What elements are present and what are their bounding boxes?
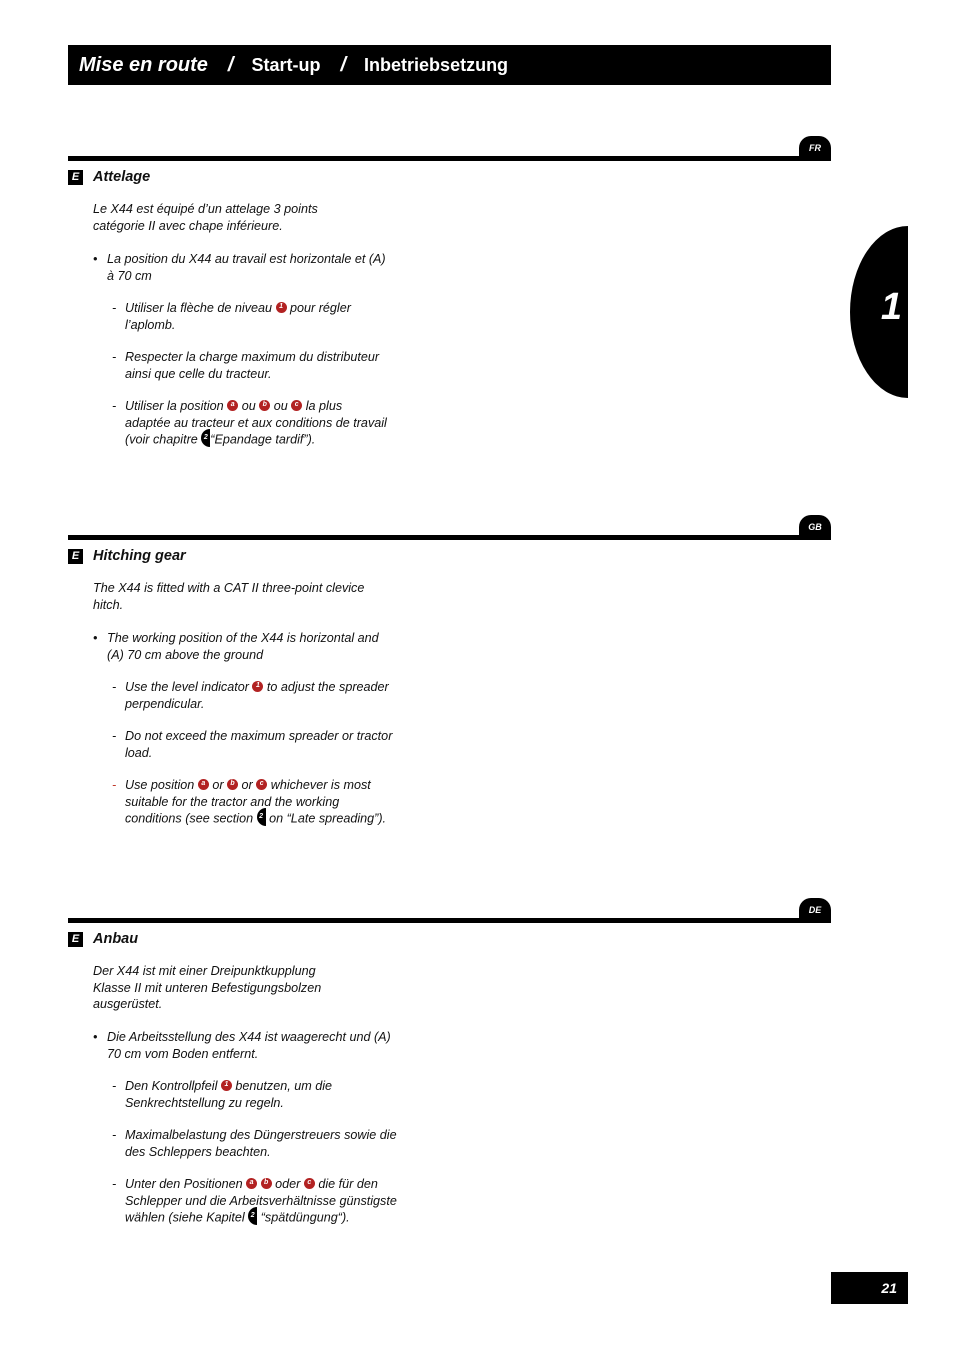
page-number: 21 (831, 1272, 908, 1304)
dash-item (112, 777, 425, 828)
chapter-2-icon: 2 (201, 429, 210, 447)
text-span: Utiliser la position (125, 399, 224, 413)
header-bar (68, 45, 831, 85)
section-letter-box: E (68, 549, 83, 564)
bullet-item (93, 251, 437, 284)
bullet-mark: • (93, 1030, 98, 1044)
section-title-text: Hitching gear (93, 548, 186, 564)
position-a-icon: a (246, 1178, 257, 1189)
chapter-2-icon: 2 (257, 808, 266, 826)
chapter-tab-number: 1 (880, 286, 902, 328)
position-a-icon: a (227, 400, 238, 411)
dash-item (112, 728, 425, 761)
level-indicator-icon: 1 (276, 302, 287, 313)
section-title-text: Anbau (93, 931, 139, 947)
section-title-fr (68, 169, 150, 185)
text-span: oder (275, 1177, 301, 1191)
section-rule (68, 535, 831, 540)
text-line: l’aplomb. (125, 317, 176, 332)
position-c-icon: c (291, 400, 302, 411)
text-span: Use position (125, 778, 195, 792)
text-line: Le X44 est équipé d’un attelage 3 points (93, 202, 318, 216)
text-span: “Epandage tardif”). (210, 432, 316, 447)
dash-mark: - (112, 1177, 117, 1191)
header-separator: / (227, 53, 234, 76)
intro-paragraph (93, 963, 433, 1013)
text-line: La position du X44 au travail est horizontale et (A) (107, 252, 386, 266)
dash-mark: - (112, 1079, 117, 1093)
text-span: ou (241, 399, 256, 413)
position-a-icon: a (198, 779, 209, 790)
dash-item (112, 1127, 425, 1160)
text-line: Respecter la charge maximum du distributeur (125, 350, 380, 364)
text-line: Maximalbelastung des Düngerstreuers sowie die (125, 1128, 397, 1142)
text-span: conditions (see section (125, 811, 254, 826)
lang-badge-fr: FR (799, 136, 831, 160)
header-title-gb: Start-up (251, 54, 321, 75)
section-rule (68, 918, 831, 923)
text-line: Der X44 ist mit einer Dreipunktkupplung (93, 964, 316, 978)
dash-mark: - (112, 680, 117, 694)
text-line: Schlepper und die Arbeitsverhältnisse günstigste (125, 1193, 397, 1208)
text-line: 70 cm vom Boden entfernt. (107, 1046, 259, 1061)
text-line: load. (125, 745, 153, 760)
level-indicator-icon: 1 (221, 1080, 232, 1091)
text-span: ou (273, 399, 288, 413)
level-indicator-icon: 1 (252, 681, 263, 692)
header-title-fr: Mise en route (79, 53, 208, 76)
text-line: Senkrechtstellung zu regeln. (125, 1095, 284, 1110)
lang-badge-gb: GB (799, 515, 831, 539)
text-span: to adjust the spreader (266, 680, 389, 694)
text-span: benutzen, um die (235, 1079, 333, 1093)
position-b-icon: b (261, 1178, 272, 1189)
dash-mark: - (112, 1128, 117, 1142)
dash-mark: - (112, 301, 117, 315)
text-span: die für den (318, 1177, 378, 1191)
text-line: perpendicular. (125, 696, 205, 711)
text-line: ainsi que celle du tracteur. (125, 366, 272, 381)
text-line: Die Arbeitsstellung des X44 ist waagerecht und (A) (107, 1030, 391, 1044)
text-line: (A) 70 cm above the ground (107, 647, 264, 662)
bullet-item (93, 630, 437, 663)
intro-paragraph (93, 580, 433, 613)
text-span: “spätdüngung“). (260, 1210, 350, 1225)
text-span: wählen (siehe Kapitel (125, 1210, 245, 1225)
lang-badge-de: DE (799, 898, 831, 922)
section-letter-box: E (68, 170, 83, 185)
text-line: The X44 is fitted with a CAT II three-point clevice (93, 581, 365, 595)
text-span: Utiliser la flèche de niveau (125, 301, 273, 315)
bullet-item (93, 1029, 437, 1062)
text-span: or (241, 778, 253, 792)
header-separator: / (340, 53, 347, 76)
dash-mark: - (112, 399, 117, 413)
section-letter-box: E (68, 932, 83, 947)
dash-item (112, 398, 425, 449)
text-span: pour régler (290, 301, 351, 315)
text-line: ausgerüstet. (93, 997, 163, 1011)
text-span: on “Late spreading”). (269, 811, 387, 826)
text-span: Den Kontrollpfeil (125, 1079, 218, 1093)
dash-mark: - (112, 350, 117, 364)
text-line: Do not exceed the maximum spreader or tractor (125, 729, 393, 743)
position-c-icon: c (256, 779, 267, 790)
section-rule (68, 156, 831, 161)
text-span: or (212, 778, 224, 792)
position-c-icon: c (304, 1178, 315, 1189)
dash-mark: - (112, 778, 117, 792)
dash-item (112, 349, 425, 382)
text-line: Klasse II mit unteren Befestigungsbolzen (93, 980, 322, 995)
dash-mark: - (112, 729, 117, 743)
text-line: suitable for the tractor and the working (125, 794, 340, 809)
dash-item (112, 679, 425, 712)
text-line: à 70 cm (107, 268, 152, 283)
text-span: Use the level indicator (125, 680, 249, 694)
dash-item (112, 1176, 425, 1227)
section-title-text: Attelage (93, 169, 151, 185)
section-title-de (68, 931, 138, 947)
text-line: The working position of the X44 is horizontal and (107, 631, 379, 645)
text-line: catégorie II avec chape inférieure. (93, 218, 283, 233)
section-title-gb (68, 548, 186, 564)
text-line: adaptée au tracteur et aux conditions de travail (125, 415, 387, 430)
bullet-mark: • (93, 631, 98, 645)
bullet-mark: • (93, 252, 98, 266)
text-span: (voir chapitre (125, 432, 198, 447)
text-span: la plus (305, 399, 343, 413)
dash-item (112, 1078, 425, 1111)
text-span: Unter den Positionen (125, 1177, 243, 1191)
dash-item (112, 300, 425, 333)
chapter-2-icon: 2 (248, 1207, 257, 1225)
position-b-icon: b (259, 400, 270, 411)
header-title-de: Inbetriebsetzung (364, 54, 509, 75)
text-line: des Schleppers beachten. (125, 1144, 271, 1159)
text-line: hitch. (93, 597, 124, 612)
position-b-icon: b (227, 779, 238, 790)
intro-paragraph (93, 201, 433, 234)
text-span: whichever is most (270, 778, 371, 792)
